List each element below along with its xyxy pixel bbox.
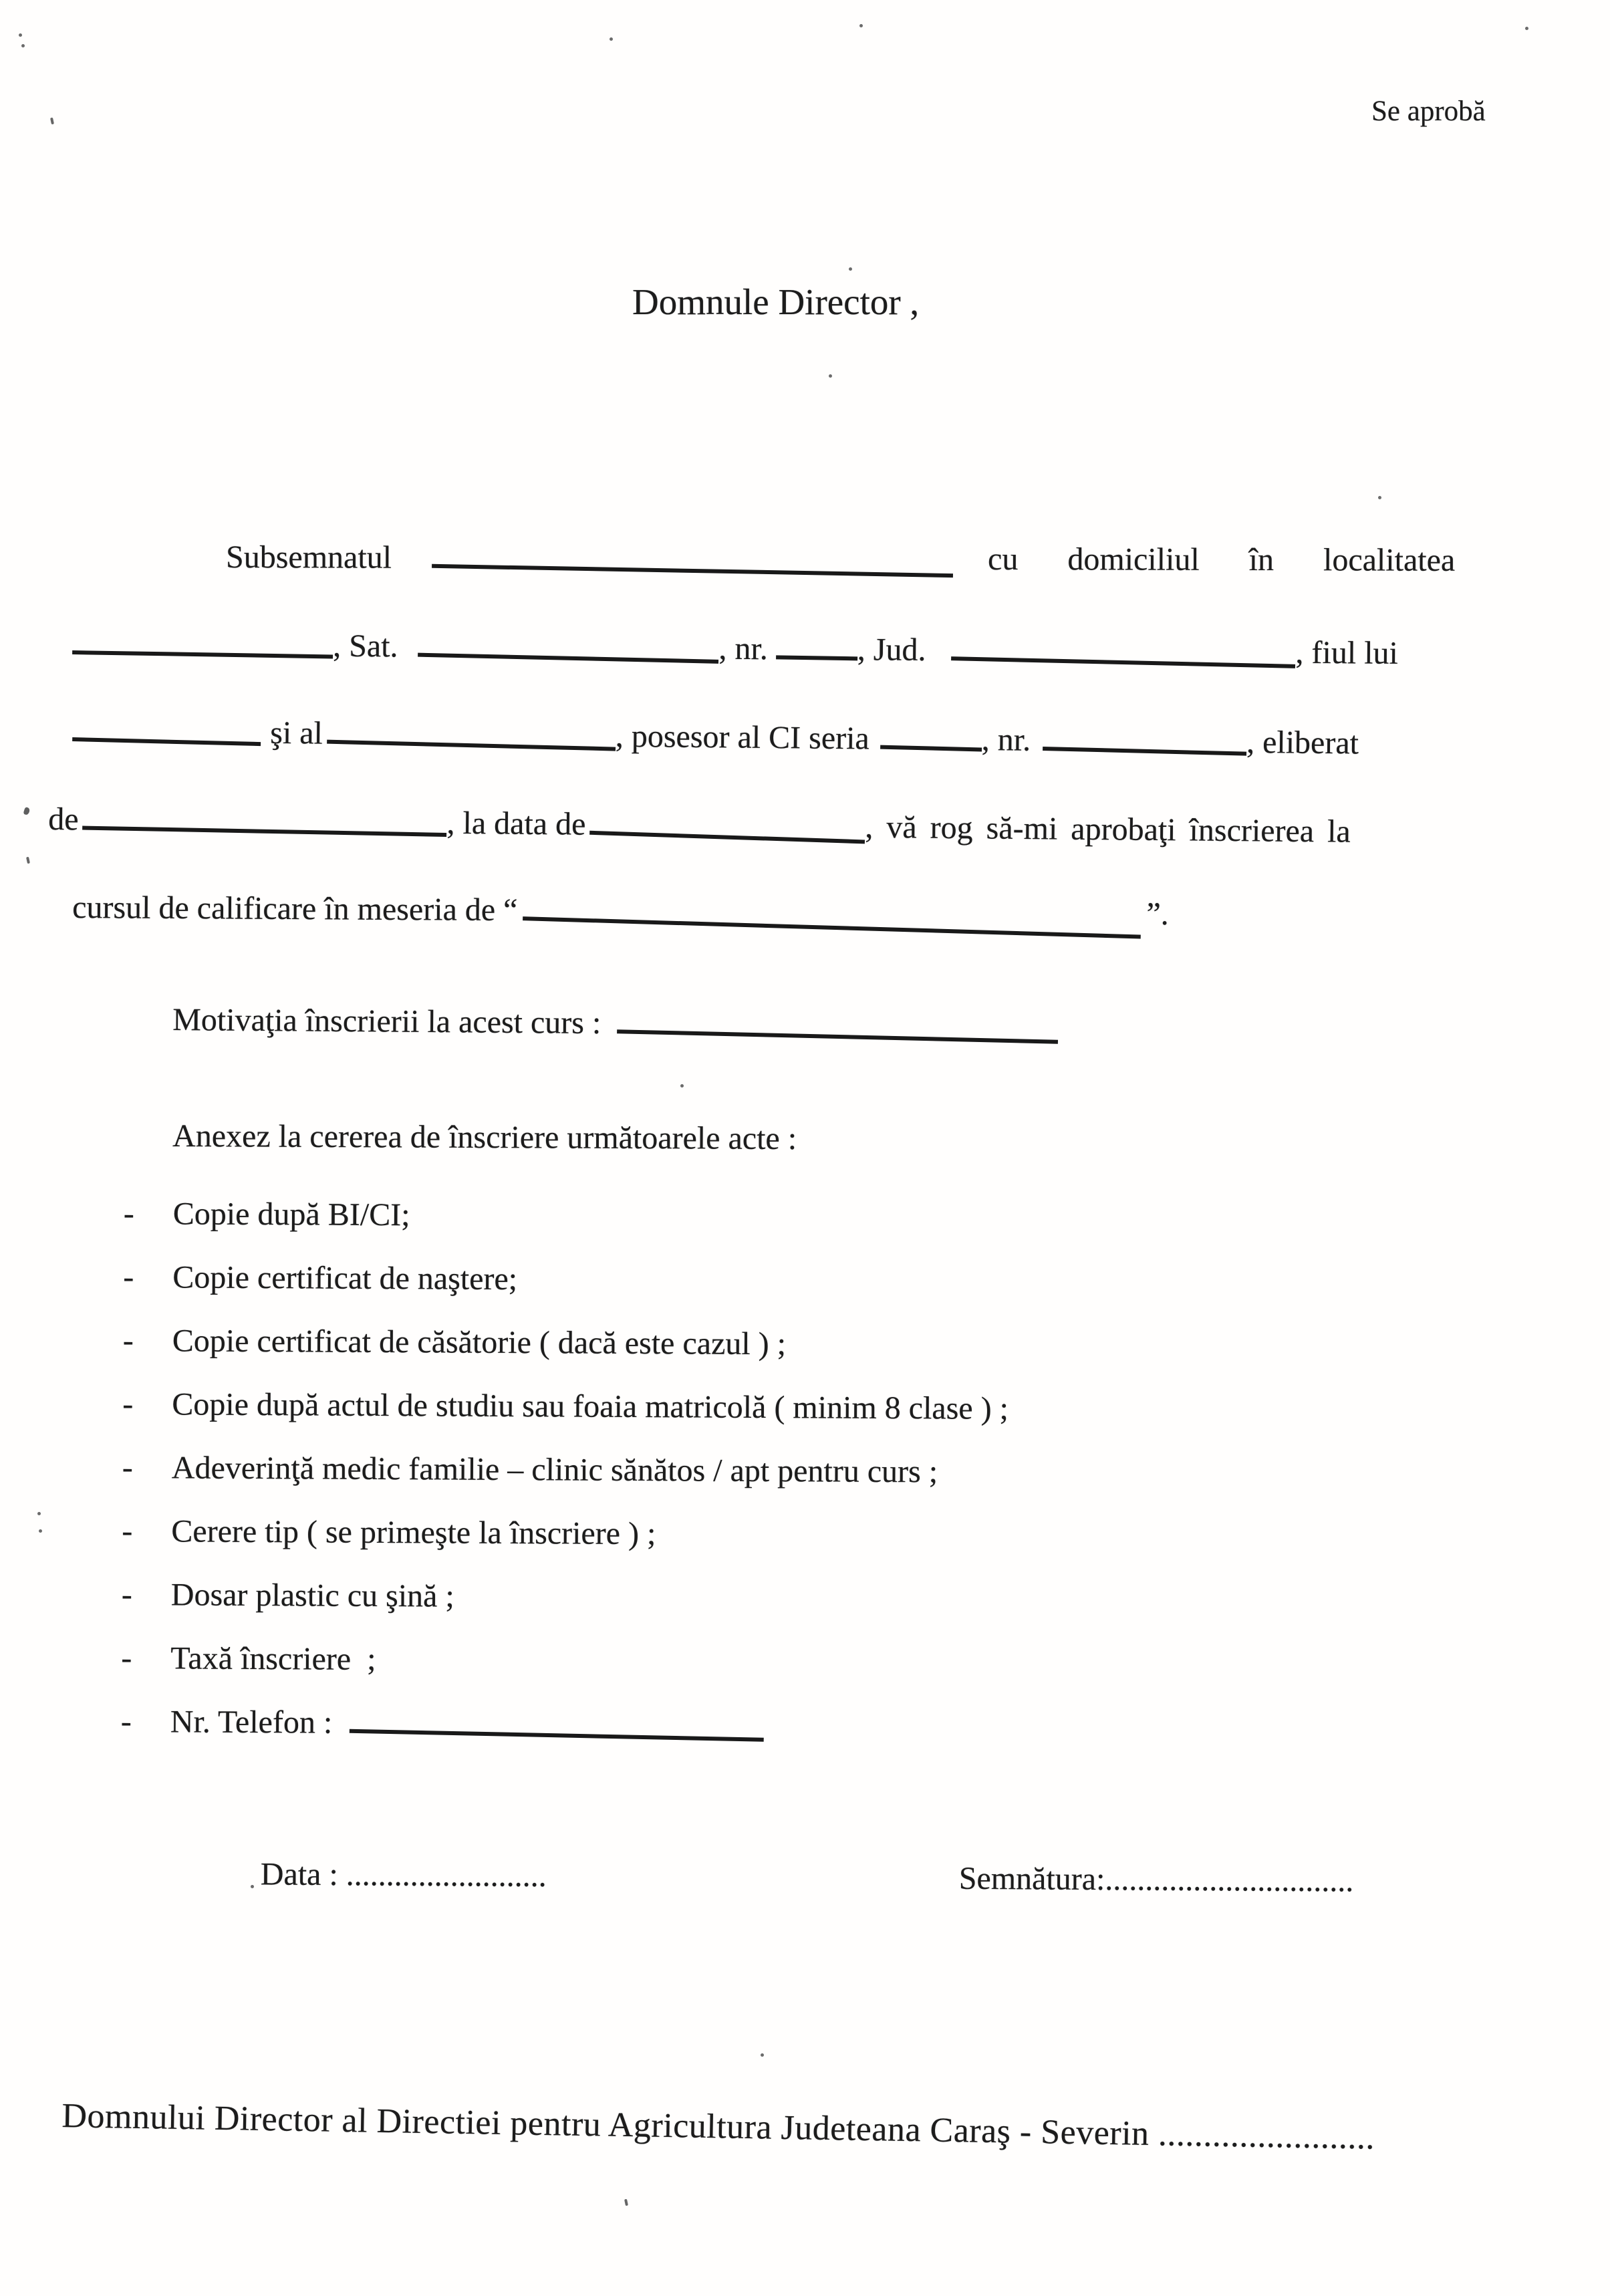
scan-speck bbox=[50, 118, 54, 125]
blank-motivation bbox=[617, 1027, 1058, 1044]
scan-speck bbox=[1378, 496, 1381, 499]
list-item-label: Taxă înscriere ; bbox=[170, 1640, 376, 1677]
form-line-address bbox=[72, 626, 1398, 672]
scan-speck bbox=[19, 33, 22, 37]
blank-ci-number bbox=[1043, 744, 1246, 756]
scan-speck bbox=[829, 374, 832, 378]
list-item-phone bbox=[121, 1703, 1007, 1771]
bullet-dash: - bbox=[122, 1449, 133, 1486]
list-item bbox=[122, 1576, 1008, 1644]
scan-speck bbox=[624, 2199, 628, 2206]
blank-phone-number bbox=[350, 1727, 764, 1742]
label-cursul: cursul de calificare în meseria de “ bbox=[72, 890, 518, 928]
list-item bbox=[122, 1386, 1009, 1454]
label-posesor: , posesor al CI seria bbox=[615, 718, 870, 757]
list-item-label: Dosar plastic cu şină ; bbox=[170, 1577, 454, 1614]
list-item bbox=[122, 1449, 1009, 1517]
blank-course-name bbox=[523, 914, 1141, 938]
list-item-label: Nr. Telefon : bbox=[170, 1704, 333, 1741]
bullet-dash: - bbox=[123, 1196, 134, 1232]
signature-label: Semnătura:............................... bbox=[958, 1860, 1354, 1899]
list-item-label: Copie certificat de naştere; bbox=[172, 1259, 518, 1297]
label-eliberat: , eliberat bbox=[1246, 724, 1359, 761]
form-line-issue bbox=[48, 801, 1351, 850]
scan-speck bbox=[849, 267, 852, 271]
label-motivation: Motivaţia înscrierii la acest curs : bbox=[172, 1002, 601, 1041]
label-quote-close: ”. bbox=[1146, 896, 1169, 932]
label-de: de bbox=[48, 801, 79, 838]
scan-speck bbox=[39, 1529, 42, 1533]
scan-speck bbox=[251, 1885, 254, 1888]
list-item bbox=[121, 1640, 1007, 1708]
date-label: Data : ......................... bbox=[260, 1856, 547, 1894]
label-sat: , Sat. bbox=[332, 628, 398, 664]
list-item bbox=[122, 1513, 1008, 1581]
blank-house-number bbox=[776, 652, 857, 660]
blank-mother-name bbox=[327, 737, 616, 751]
label-subsemnatul: Subsemnatul bbox=[226, 539, 392, 576]
bullet-dash: - bbox=[121, 1640, 132, 1676]
annex-heading bbox=[172, 1118, 797, 1157]
list-item bbox=[123, 1322, 1009, 1390]
bullet-dash: - bbox=[122, 1513, 133, 1549]
form-line-course bbox=[72, 889, 1169, 932]
blank-issue-date bbox=[589, 828, 865, 844]
scan-speck bbox=[21, 44, 25, 47]
label-si-al: şi al bbox=[269, 715, 323, 751]
list-item-label: Cerere tip ( se primeşte la înscriere ) ; bbox=[171, 1513, 656, 1552]
label-ci-nr: , nr. bbox=[981, 722, 1031, 758]
label-la-data-de: , la data de bbox=[446, 805, 586, 842]
bullet-dash: - bbox=[122, 1322, 134, 1359]
list-item-label: Adeverinţă medic familie – clinic sănătos / apt pentru curs ; bbox=[171, 1450, 938, 1490]
annex-list bbox=[121, 1195, 1010, 1771]
date-signature-row bbox=[0, 1854, 1610, 1899]
scan-speck bbox=[1525, 27, 1528, 30]
blank-issued-by bbox=[82, 823, 446, 836]
letter-title: Domnule Director , bbox=[632, 281, 920, 322]
label-nr: , nr. bbox=[718, 630, 769, 667]
label-annex-heading: Anexez la cererea de înscriere următoarele acte : bbox=[172, 1118, 797, 1157]
list-item-label: Copie certificat de căsătorie ( dacă este cazul ) ; bbox=[172, 1323, 787, 1362]
approval-note: Se aprobă bbox=[1371, 96, 1486, 127]
scan-speck bbox=[859, 24, 863, 27]
label-domiciliul: cu domiciliul în localitatea bbox=[987, 541, 1456, 578]
form-line-motivation bbox=[172, 1001, 1059, 1045]
scan-speck bbox=[680, 1084, 684, 1088]
list-item-label: Copie după actul de studiu sau foaia matricolă ( minim 8 clase ) ; bbox=[172, 1386, 1009, 1426]
scan-speck bbox=[610, 37, 613, 41]
list-item-label: Copie după BI/CI; bbox=[172, 1196, 410, 1233]
form-line-applicant bbox=[226, 539, 1455, 579]
bullet-dash: - bbox=[123, 1259, 134, 1295]
label-va-rog: , vă rog să-mi aprobaţi înscrierea la bbox=[865, 809, 1351, 850]
blank-locality bbox=[72, 648, 333, 658]
bullet-dash: - bbox=[121, 1576, 132, 1613]
scan-speck bbox=[37, 1512, 41, 1515]
blank-village bbox=[418, 650, 718, 664]
bullet-dash: - bbox=[120, 1703, 132, 1740]
blank-applicant-name bbox=[432, 561, 953, 578]
list-item bbox=[123, 1259, 1009, 1327]
scan-speck bbox=[26, 857, 30, 864]
scan-speck bbox=[761, 2053, 764, 2057]
label-fiul-lui: , fiul lui bbox=[1295, 634, 1399, 671]
addressee-line: Domnului Director al Directiei pentru Agricultura Judeteana Caraş - Severin ........................ bbox=[61, 2097, 1375, 2157]
blank-ci-series bbox=[880, 743, 982, 752]
list-item bbox=[124, 1195, 1010, 1263]
scan-speck bbox=[23, 807, 30, 815]
label-jud: , Jud. bbox=[857, 632, 926, 668]
bullet-dash: - bbox=[122, 1386, 134, 1422]
blank-county bbox=[951, 654, 1295, 668]
blank-father-name bbox=[72, 735, 261, 746]
form-line-parents-ci bbox=[72, 713, 1359, 761]
